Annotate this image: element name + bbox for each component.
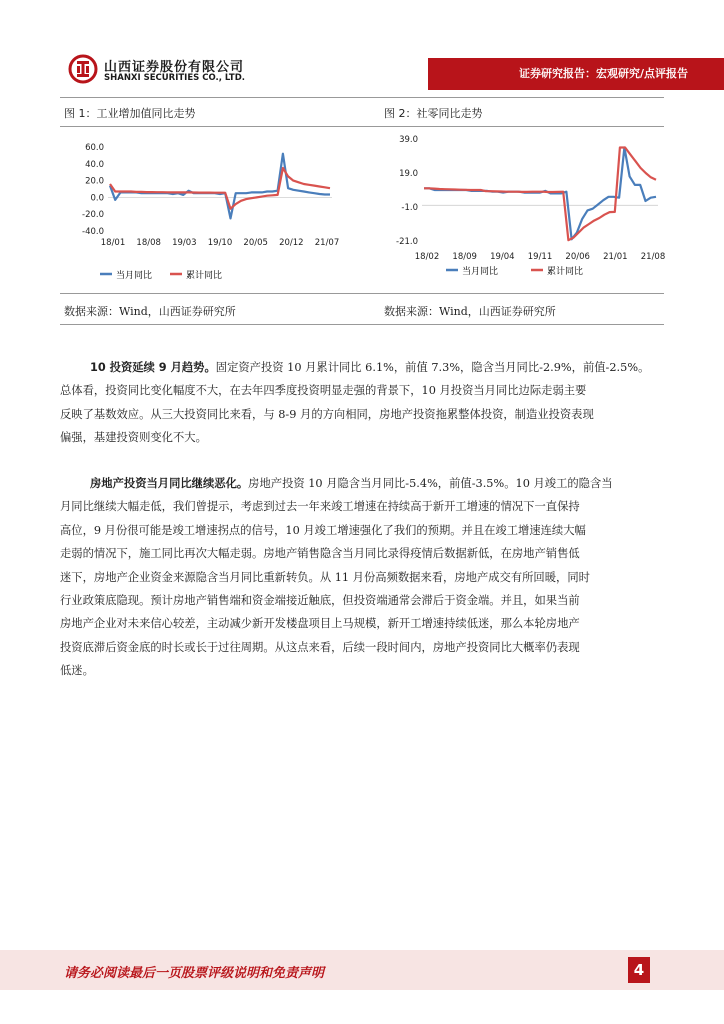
paragraph-line: 固定资产投资 10 月累计同比 6.1%，前值 7.3%，隐含当月同比-2.9%，前值-2.5%。: [215, 361, 650, 374]
series-line-monthly: [424, 148, 656, 240]
y-tick-label: 40.0: [85, 159, 104, 170]
x-tick-label: 19/10: [207, 238, 233, 248]
divider: [60, 324, 664, 325]
paragraph-line: 月同比继续大幅走低，我们曾提示，考虑到过去一年来竣工增速在持续高于新开工增速的情况下一直保持: [60, 500, 580, 514]
paragraph-line: 高位，9 月份很可能是竣工增速拐点的信号，10 月竣工增速强化了我们的预期。并且在竣工增速连续大幅: [60, 523, 586, 537]
x-tick-label: 20/12: [279, 238, 304, 248]
x-tick-label: 18/09: [452, 252, 477, 262]
x-tick-label: 20/06: [565, 252, 590, 262]
page-number: 4: [628, 957, 650, 983]
disclaimer-notice: 请务必阅读最后一页股票评级说明和免责声明: [64, 966, 325, 981]
divider: [60, 97, 664, 98]
series-line-monthly: [110, 154, 330, 219]
y-tick-label: 20.0: [85, 176, 104, 187]
legend-label-monthly: 当月同比: [116, 271, 153, 281]
company-name-cn: 山西证券股份有限公司: [104, 60, 245, 75]
paragraph-line: 房地产企业对未来信心较差，主动减少新开发楼盘项目上马规模，新开工增速持续低迷，那么本轮房地产: [60, 617, 580, 631]
y-tick-label: -40.0: [82, 227, 104, 237]
x-tick-label: 21/08: [640, 252, 666, 262]
page-header: [0, 0, 724, 93]
paragraph-line: 反映了基数效应。从三大投资同比来看，与 8-9 月的方向相同，房地产投资拖累整体投资，制造业投资表现: [60, 407, 594, 421]
y-tick-label: 60.0: [85, 143, 104, 153]
paragraph-line: 总体看，投资同比变化幅度不大，在去年四季度投资明显走强的背景下，10 月投资当月同比边际走弱主要: [60, 384, 587, 398]
divider: [60, 293, 664, 294]
figure-1-source: 数据来源：Wind，山西证券研究所: [64, 305, 236, 318]
paragraph-line: 偏强，基建投资则变化不大。: [60, 431, 207, 445]
legend-label-monthly: 当月同比: [462, 267, 499, 277]
paragraph-real-estate: [60, 472, 665, 683]
paragraph-line: 走弱的情况下，施工同比再次大幅走弱。房地产销售隐含当月同比录得疫情后数据新低，在房地产销售低: [60, 547, 580, 561]
paragraph-line: 房地产投资 10 月隐含当月同比-5.4%，前值-3.5%。10 月竣工的隐含当: [248, 477, 613, 490]
x-tick-label: 18/02: [414, 252, 440, 262]
series-line-cumulative: [424, 148, 656, 241]
y-tick-label: 19.0: [399, 169, 418, 179]
y-tick-label: 39.0: [399, 135, 418, 145]
y-tick-label: -1.0: [401, 203, 418, 213]
x-tick-label: 19/03: [172, 238, 197, 248]
x-tick-label: 19/04: [490, 252, 515, 262]
x-tick-label: 19/11: [527, 252, 553, 262]
y-tick-label: -20.0: [82, 210, 104, 221]
figure-2-title: 图 2：社零同比走势: [384, 107, 483, 120]
company-logo-icon: [68, 54, 98, 84]
figure-2-source: 数据来源：Wind，山西证券研究所: [384, 305, 556, 318]
y-tick-label: -21.0: [396, 237, 418, 247]
report-type: 证券研究报告：宏观研究/点评报告: [518, 67, 688, 80]
paragraph-line: 低迷。: [60, 664, 94, 678]
legend-label-cumulative: 累计同比: [186, 271, 223, 281]
paragraph-line: 投资底滞后资金底的时长或长于过往周期。从这点来看，后续一段时间内，房地产投资同比大概率仍表现: [60, 640, 580, 654]
legend-label-cumulative: 累计同比: [547, 267, 584, 277]
x-tick-label: 18/08: [136, 238, 161, 248]
paragraph-lead: 10 投资延续 9 月趋势。: [90, 361, 216, 374]
paragraph-line: 迷下，房地产企业资金来源隐含当月同比重新转负。从 11 月份高频数据来看，房地产成交有所回暖，同时: [60, 570, 590, 584]
x-tick-label: 20/05: [243, 238, 268, 248]
x-tick-label: 21/07: [314, 238, 340, 248]
company-name-en: SHANXI SECURITIES CO., LTD.: [104, 73, 246, 83]
figure-1-title: 图 1：工业增加值同比走势: [64, 107, 196, 120]
paragraph-lead: 房地产投资当月同比继续恶化。: [90, 477, 249, 490]
divider: [60, 126, 664, 127]
x-tick-label: 21/01: [603, 252, 628, 262]
chart-retail-sales: [378, 128, 678, 288]
series-line-cumulative: [110, 168, 330, 209]
paragraph-line: 行业政策底隐现。预计房地产销售端和资金端接近触底，但投资端通常会滞后于资金端。并且，如果当前: [60, 594, 580, 608]
x-tick-label: 18/01: [100, 238, 126, 248]
y-tick-label: 0.0: [90, 193, 104, 204]
chart-industrial-value-added: [60, 128, 360, 288]
paragraph-investment: [60, 356, 665, 450]
